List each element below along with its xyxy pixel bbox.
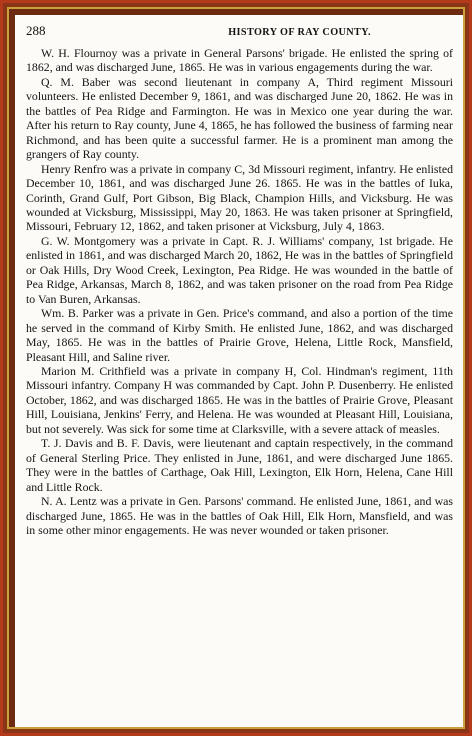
page-header [26, 23, 453, 41]
entry-lentz: N. A. Lentz was a private in Gen. Parsons' command. He enlisted June, 1861, and was discharged June, 1865. He was in the battles of Oak Hill, Elk Horn, Mansfield, and was in some other minor engagements. He was never wounded or taken prisoner. [26, 494, 453, 537]
book-page [15, 15, 463, 727]
entry-davis: T. J. Davis and B. F. Davis, were lieutenant and captain respectively, in the command of General Sterling Price. They enlisted in June, 1861, and were discharged June 1865. They were in the battles of Carthage, Oak Hill, Lexington, Elk Horn, Helena, Cane Hill and Little Rock. [26, 436, 453, 494]
entry-baber: Q. M. Baber was second lieutenant in company A, Third regiment Missouri volunteers. He enlisted December 9, 1861, and was discharged June 20, 1862. He was in the battles of Pea Ridge and Farmington. He was in Mexico one year during the war. After his return to Ray county, June 4, 1865, he has followed the business of farming near Richmond, and has been quite a successful farmer. He is a prominent man among the grangers of Ray county. [26, 74, 453, 162]
entry-renfro: Henry Renfro was a private in company C, 3d Missouri regiment, infantry. He enlisted December 10, 1861, and was discharged June 26. 1865. He was in the battles of Iuka, Corinth, Grand Gulf, Port Gibson, Big Black, Champion Hills, and Vicksburg. He was wounded at Vicksburg, Mississippi, May 20, 1863. He was taken prisoner at Springfield, Missouri, February 12, 1862, and taken prisoner at Vicksburg, July 4, 1863. [26, 161, 453, 234]
entry-flournoy: W. H. Flournoy was a private in General Parsons' brigade. He enlisted the spring of 1862, and was discharged June, 1865. He was in various engagements during the war. [26, 46, 453, 75]
entry-parker: Wm. B. Parker was a private in Gen. Price's command, and also a portion of the time he served in the command of Kirby Smith. He enlisted June, 1862, and was discharged May, 1865. He was in the battles of Prairie Grove, Helena, Little Rock, Mansfield, Pleasant Hill, and Saline river. [26, 306, 453, 364]
entry-crithfield: Marion M. Crithfield was a private in company H, Col. Hindman's regiment, 11th Missouri infantry. Company H was commanded by Capt. John P. Dusenberry. He enlisted October, 1862, and was discharged 1865. He was in the battles of Prairie Grove, Pleasant Hill, Louisiana, Jenkins' Ferry, and Helena. He was wounded at Pleasant Hill, Louisiana, but not severely. Was sick for some time at Clarksville, with a severe attack of measles. [26, 363, 453, 436]
page-number: 288 [26, 23, 46, 38]
entry-montgomery: G. W. Montgomery was a private in Capt. R. J. Williams' company, 1st brigade. He enlisted in 1861, and was discharged March 20, 1862, He was in the battles of Springfield or Oak Hills, Dry Wood Creek, Lexington, Pea Ridge. He was wounded in the battle of Pea Ridge, Arkansas, March 8, 1862, and was taken prisoner on the road from Pea Ridge to Van Buren, Arkansas. [26, 233, 453, 306]
running-head: HISTORY OF RAY COUNTY. [228, 27, 371, 38]
